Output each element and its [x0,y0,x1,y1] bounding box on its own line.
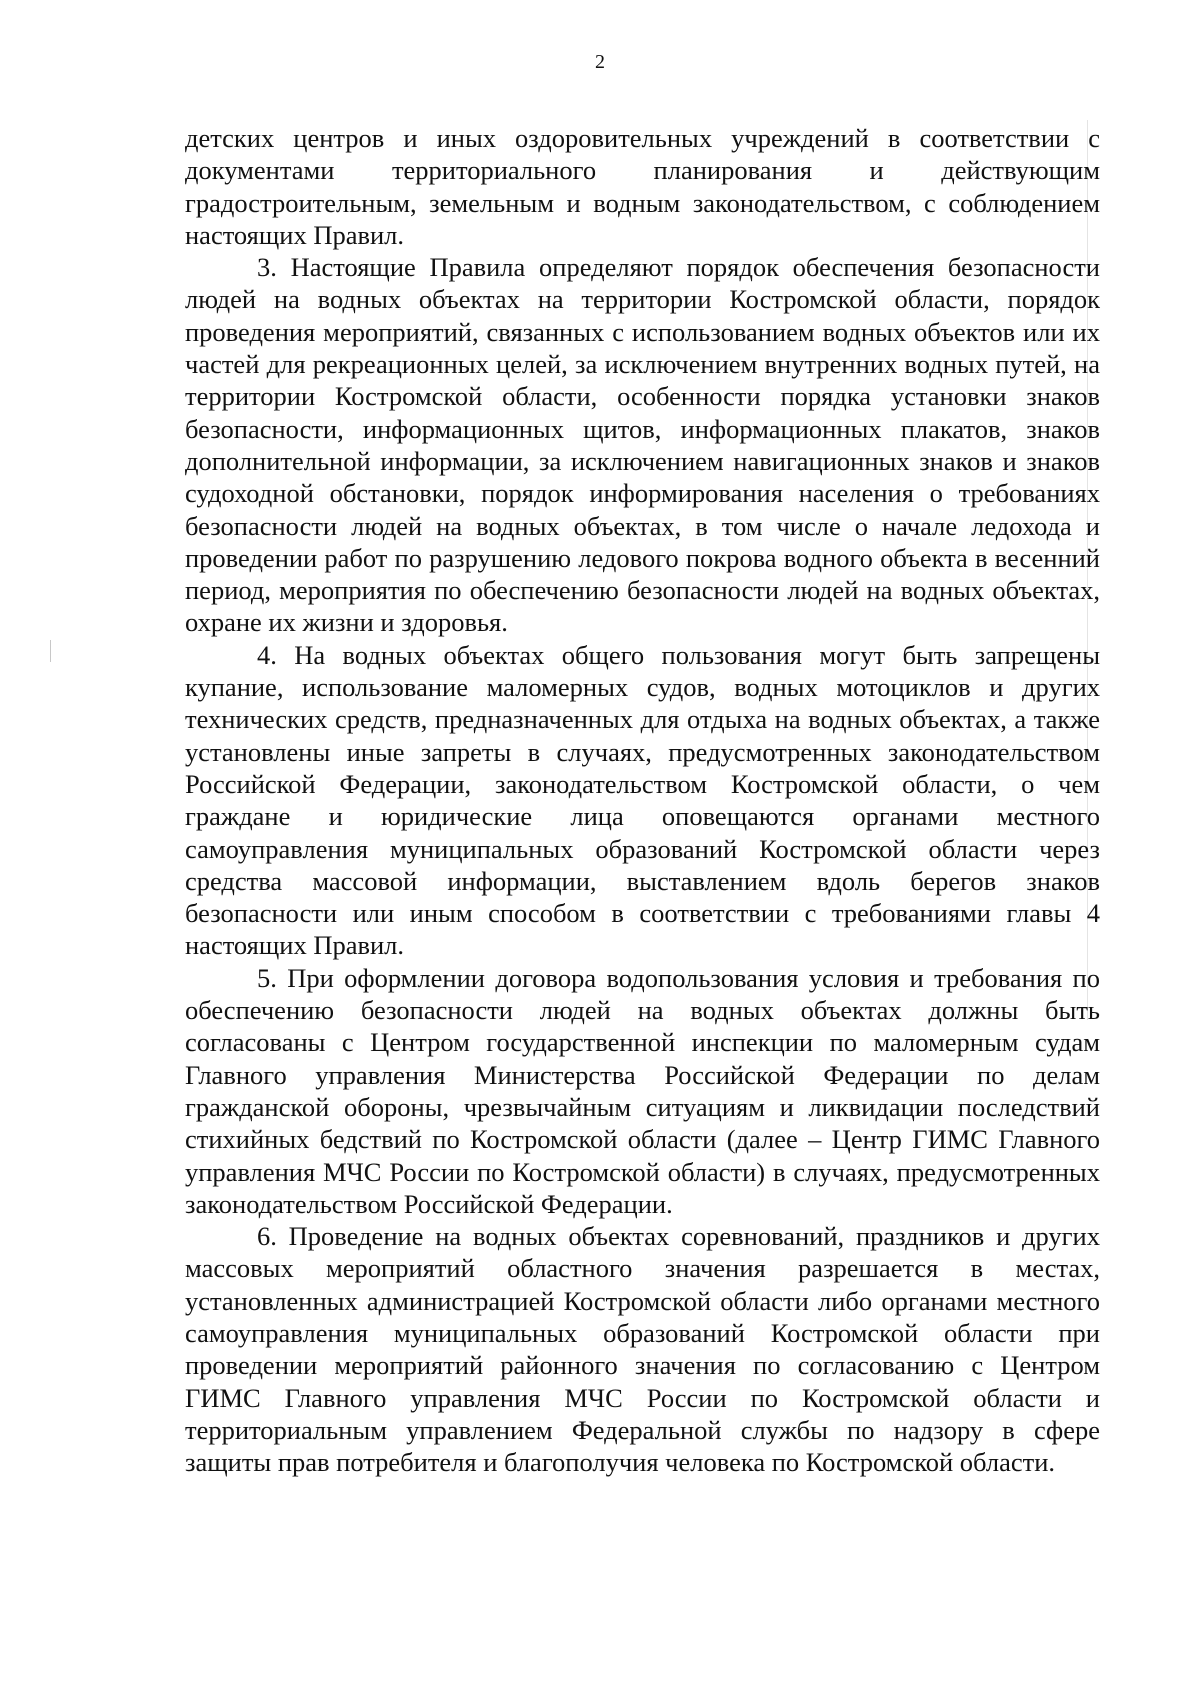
paragraph-continuation: детских центров и иных оздоровительных учреждений в соответствии с документами территориального планирования и действующим градостроительным, земельным и водным законодательством, с соблюдением настоящих Правил. [185,123,1100,250]
page-number: 2 [595,51,605,73]
scan-artifact-line [50,640,51,662]
paragraph-3: 3. Настоящие Правила определяют порядок обеспечения безопасности людей на водных объектах на территории Костромской области, порядок проведения мероприятий, связанных с использованием водных объектов или их частей для рекреационных целей, за исключением внутренних водных путей, на территории Костромской области, особенности порядка установки знаков безопасности, информационных щитов, информационных плакатов, знаков дополнительной информации, за исключением навигационных знаков и знаков судоходной обстановки, порядок информирования населения о требованиях безопасности людей на водных объектах, в том числе о начале ледохода и проведении работ по разрушению ледового покрова водного объекта в весенний период, мероприятия по обеспечению безопасности людей на водных объектах, охране их жизни и здоровья. [185,252,1100,638]
paragraph-5: 5. При оформлении договора водопользования условия и требования по обеспечению безопасности людей на водных объектах должны быть согласованы с Центром государственной инспекции по маломерным судам Главного управления Министерства Российской Федерации по делам гражданской обороны, чрезвычайным ситуациям и ликвидации последствий стихийных бедствий по Костромской области (далее – Центр ГИМС Главного управления МЧС России по Костромской области) в случаях, предусмотренных законодательством Российской Федерации. [185,962,1100,1219]
paragraph-6: 6. Проведение на водных объектах соревнований, праздников и других массовых мероприятий областного значения разрешается в местах, установленных администрацией Костромской области либо органами местного самоуправления муниципальных образований Костромской области при проведении мероприятий районного значения по согласованию с Центром ГИМС Главного управления МЧС России по Костромской области и территориальным управлением Федеральной службы по надзору в сфере защиты прав потребителя и благополучия человека по Костромской области. [185,1221,1100,1478]
body-text [185,122,1100,1478]
paragraph-4: 4. На водных объектах общего пользования могут быть запрещены купание, использование маломерных судов, водных мотоциклов и других технических средств, предназначенных для отдыха на водных объектах, а также установлены иные запреты в случаях, предусмотренных законодательством Российской Федерации, законодательством Костромской области, о чем граждане и юридические лица оповещаются органами местного самоуправления муниципальных образований Костромской области через средства массовой информации, выставлением вдоль берегов знаков безопасности или иным способом в соответствии с требованиями главы 4 настоящих Правил. [185,639,1100,961]
